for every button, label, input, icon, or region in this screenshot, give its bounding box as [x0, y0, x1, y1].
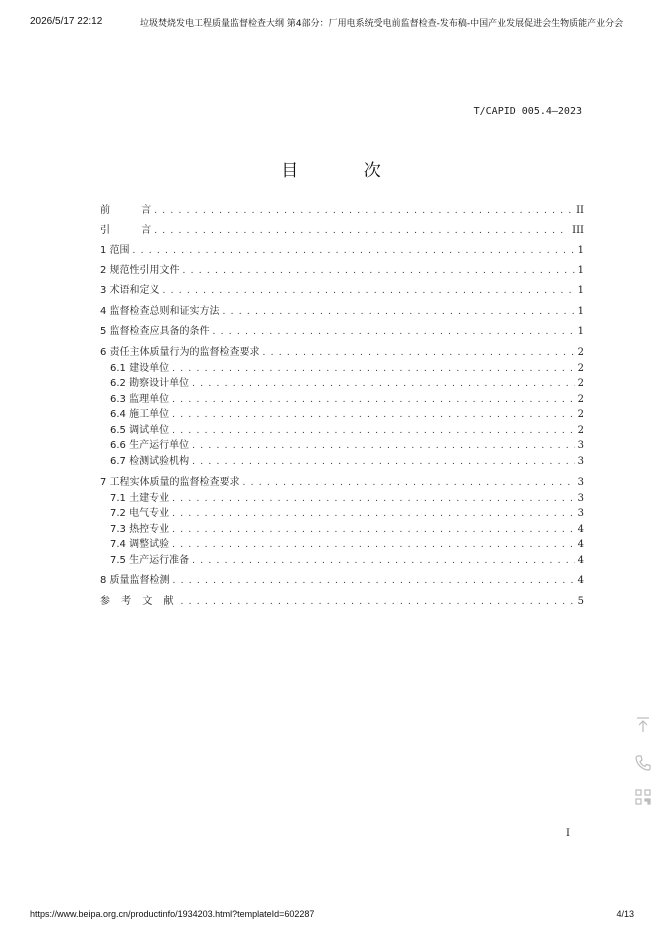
toc-leader-dots: [172, 538, 575, 553]
toc-entry-7-3[interactable]: [110, 522, 584, 537]
toc-leader-dots: [192, 439, 575, 454]
toc-entry-label: 引 言: [100, 225, 152, 236]
toc-entry-6-5[interactable]: [110, 423, 584, 438]
toc-leader-dots: [154, 224, 569, 239]
print-footer-url: https://www.beipa.org.cn/productinfo/1934203.html?templateId=602287: [30, 909, 315, 919]
toc-entry-label: 7.5 生产运行准备: [110, 555, 190, 566]
toc-entry-page: II: [576, 205, 584, 216]
toc-entry-page: 4: [577, 524, 584, 535]
toc-leader-dots: [133, 244, 575, 259]
toc-entry-page: 1: [577, 265, 584, 276]
toc-entry-label: 7.1 土建专业: [110, 493, 170, 504]
toc-entry-foreword[interactable]: [100, 203, 584, 218]
toc-entry-label: 6.7 检测试验机构: [110, 456, 190, 467]
print-footer-page: 4/13: [616, 909, 634, 919]
toc-entry-label: 参 考 文 献: [100, 596, 178, 607]
toc-entry-label: 7.3 热控专业: [110, 524, 170, 535]
toc-leader-dots: [263, 346, 575, 361]
phone-icon[interactable]: [634, 754, 652, 772]
toc-entry-6-1[interactable]: [110, 361, 584, 376]
toc-entry-page: III: [572, 225, 584, 236]
toc-entry-label: 6.4 施工单位: [110, 409, 170, 420]
toc-entry-page: 4: [577, 539, 584, 550]
toc-entry-7[interactable]: [100, 475, 584, 490]
toc-entry-page: 1: [577, 285, 584, 296]
toc-leader-dots: [213, 325, 575, 340]
toc-leader-dots: [172, 362, 575, 377]
toc-entry-label: 7 工程实体质量的监督检查要求: [100, 477, 240, 488]
toc-entry-page: 4: [577, 575, 584, 586]
toc-entry-page: 4: [577, 555, 584, 566]
toc-entry-bibliography[interactable]: [100, 594, 584, 609]
toc-entry-page: 2: [577, 378, 584, 389]
toc-entry-label: 1 范围: [100, 245, 130, 256]
toc-entry-label: 6 责任主体质量行为的监督检查要求: [100, 347, 260, 358]
toc-entry-7-5[interactable]: [110, 553, 584, 568]
toc-entry-label: 6.2 勘察设计单位: [110, 378, 190, 389]
toc-leader-dots: [243, 476, 575, 491]
qr-code-icon[interactable]: [634, 788, 652, 806]
toc-entry-page: 2: [577, 425, 584, 436]
toc-entry-2[interactable]: [100, 263, 584, 278]
toc-entry-page: 3: [577, 456, 584, 467]
toc-leader-dots: [223, 305, 575, 320]
toc-entry-page: 5: [577, 596, 584, 607]
toc-entry-7-1[interactable]: [110, 491, 584, 506]
toc-leader-dots: [163, 284, 575, 299]
toc-leader-dots: [172, 408, 575, 423]
back-to-top-icon[interactable]: [634, 716, 652, 734]
toc-entry-6-7[interactable]: [110, 454, 584, 469]
toc-entry-7-4[interactable]: [110, 537, 584, 552]
toc-entry-6-2[interactable]: [110, 376, 584, 391]
toc-entry-7-2[interactable]: [110, 506, 584, 521]
toc-entry-label: 3 术语和定义: [100, 285, 160, 296]
toc-entry-label: 2 规范性引用文件: [100, 265, 180, 276]
toc-entry-page: 2: [577, 409, 584, 420]
toc-entry-1[interactable]: [100, 243, 584, 258]
toc-leader-dots: [172, 424, 575, 439]
toc-leader-dots: [172, 523, 575, 538]
toc-entry-page: 3: [577, 493, 584, 504]
toc-entry-page: 1: [577, 306, 584, 317]
toc-entry-page: 2: [577, 347, 584, 358]
toc-entry-page: 3: [577, 508, 584, 519]
toc-entry-introduction[interactable]: [100, 223, 584, 238]
toc-leader-dots: [183, 264, 575, 279]
print-header-title: 垃圾焚烧发电工程质量监督检查大纲 第4部分：厂用电系统受电前监督检查-发布稿-中国产业发展促进会生物质能产业分会: [140, 19, 624, 29]
toc-leader-dots: [192, 455, 575, 470]
toc-leader-dots: [172, 492, 575, 507]
toc-title: 目 次: [281, 161, 411, 181]
toc-entry-label: 7.2 电气专业: [110, 508, 170, 519]
toc-leader-dots: [192, 554, 575, 569]
toc-leader-dots: [172, 507, 575, 522]
toc-entry-label: 6.5 调试单位: [110, 425, 170, 436]
toc-entry-label: 7.4 调整试验: [110, 539, 170, 550]
toc-leader-dots: [172, 393, 575, 408]
toc-entry-label: 前 言: [100, 205, 152, 216]
toc-entry-page: 3: [577, 477, 584, 488]
toc-entry-page: 1: [577, 326, 584, 337]
toc-entry-5[interactable]: [100, 324, 584, 339]
standard-code: T/CAPID 005.4—2023: [473, 106, 582, 117]
toc-entry-page: 2: [577, 363, 584, 374]
toc-leader-dots: [181, 595, 575, 610]
toc-entry-3[interactable]: [100, 283, 584, 298]
toc-entry-4[interactable]: [100, 304, 584, 319]
toc-leader-dots: [154, 204, 573, 219]
toc-entry-page: 2: [577, 394, 584, 405]
toc-entry-6-6[interactable]: [110, 438, 584, 453]
print-datetime: 2026/5/17 22:12: [30, 16, 103, 27]
toc-entry-page: 1: [577, 245, 584, 256]
toc-leader-dots: [192, 377, 575, 392]
toc-entry-page: 3: [577, 440, 584, 451]
toc-entry-label: 5 监督检查应具备的条件: [100, 326, 210, 337]
toc-entry-label: 6.6 生产运行单位: [110, 440, 190, 451]
document-page-number: I: [566, 828, 570, 839]
toc-entry-6-3[interactable]: [110, 392, 584, 407]
toc-entry-label: 4 监督检查总则和证实方法: [100, 306, 220, 317]
toc-entry-label: 8 质量监督检测: [100, 575, 170, 586]
toc-leader-dots: [173, 574, 575, 589]
toc-entry-6[interactable]: [100, 345, 584, 360]
toc-entry-label: 6.1 建设单位: [110, 363, 170, 374]
toc-entry-label: 6.3 监理单位: [110, 394, 170, 405]
toc-entry-8[interactable]: [100, 573, 584, 588]
toc-entry-6-4[interactable]: [110, 407, 584, 422]
